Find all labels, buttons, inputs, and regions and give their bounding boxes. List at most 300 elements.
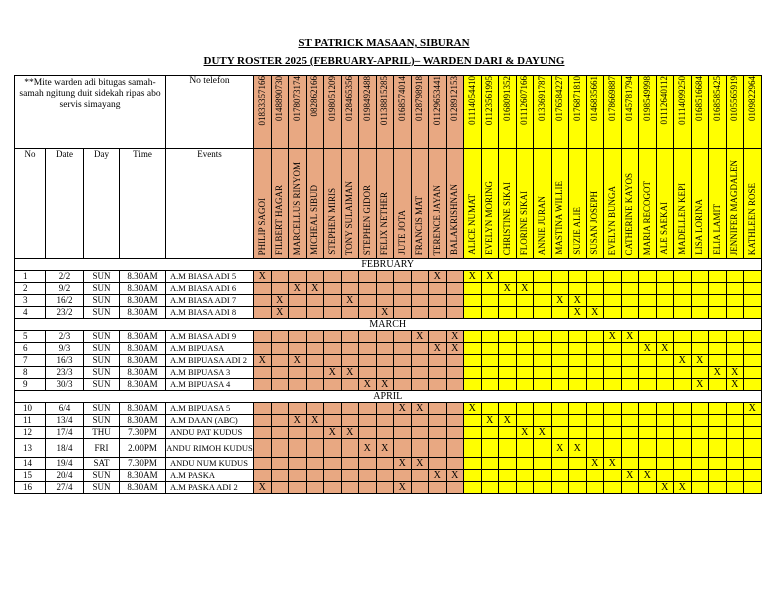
warden-name: SUSAN JOSEPH <box>586 149 604 259</box>
duty-cell <box>306 439 324 458</box>
duty-cell <box>569 331 587 343</box>
month-row <box>15 259 762 271</box>
phone-number: 0168516684 <box>691 76 709 149</box>
duty-cell <box>656 379 674 391</box>
duty-cell <box>271 355 289 367</box>
phone-number: 0146835661 <box>586 76 604 149</box>
row-date: 30/3 <box>46 379 84 391</box>
row-day: SAT <box>84 458 120 470</box>
duty-cell <box>726 295 744 307</box>
row-day: SUN <box>84 355 120 367</box>
duty-cell: X <box>516 427 534 439</box>
phone-number: 0178669887 <box>604 76 622 149</box>
duty-cell: X <box>674 482 692 494</box>
duty-cell <box>534 331 552 343</box>
document-subtitle: DUTY ROSTER 2025 (FEBRUARY-APRIL)– WARDEN DARI & DAYUNG <box>203 55 565 67</box>
row-day: SUN <box>84 482 120 494</box>
phone-number: 01138815285 <box>376 76 394 149</box>
duty-cell <box>411 439 429 458</box>
duty-cell <box>359 367 377 379</box>
row-date: 20/4 <box>46 470 84 482</box>
duty-cell <box>621 367 639 379</box>
duty-cell <box>674 415 692 427</box>
duty-cell <box>744 283 762 295</box>
duty-cell <box>429 283 447 295</box>
duty-cell <box>744 355 762 367</box>
row-time: 8.30AM <box>120 331 166 343</box>
duty-cell: X <box>499 283 517 295</box>
duty-cell <box>551 355 569 367</box>
row-event: A.M BIASA ADI 8 <box>166 307 254 319</box>
row-time: 8.30AM <box>120 295 166 307</box>
duty-cell <box>499 367 517 379</box>
duty-cell <box>569 343 587 355</box>
duty-cell <box>429 307 447 319</box>
duty-cell <box>569 427 587 439</box>
duty-cell: X <box>359 379 377 391</box>
warden-name: SUZIE ALIE <box>569 149 587 259</box>
duty-cell <box>394 427 412 439</box>
duty-cell <box>429 295 447 307</box>
phone-number: 01112640112 <box>656 76 674 149</box>
row-time: 8.30AM <box>120 379 166 391</box>
duty-cell <box>376 415 394 427</box>
duty-cell <box>324 271 342 283</box>
row-number: 8 <box>15 367 46 379</box>
duty-cell: X <box>289 283 307 295</box>
duty-cell <box>289 458 307 470</box>
duty-cell <box>639 379 657 391</box>
row-event: A.M BIPUASA ADI 2 <box>166 355 254 367</box>
row-date: 16/2 <box>46 295 84 307</box>
duty-cell <box>359 415 377 427</box>
duty-cell <box>359 343 377 355</box>
duty-cell <box>674 367 692 379</box>
duty-cell <box>446 403 464 415</box>
duty-cell <box>376 427 394 439</box>
duty-cell <box>289 470 307 482</box>
duty-cell <box>394 283 412 295</box>
duty-cell <box>359 403 377 415</box>
duty-cell <box>586 355 604 367</box>
duty-cell <box>709 331 727 343</box>
duty-cell <box>411 355 429 367</box>
duty-cell <box>586 427 604 439</box>
duty-cell <box>341 283 359 295</box>
duty-cell <box>691 307 709 319</box>
month-label: APRIL <box>15 391 762 403</box>
duty-cell: X <box>481 271 499 283</box>
duty-cell <box>481 295 499 307</box>
phone-number: 0145781794 <box>621 76 639 149</box>
phone-number: 01129653441 <box>429 76 447 149</box>
duty-cell: X <box>411 458 429 470</box>
phone-number: 0178073174 <box>289 76 307 149</box>
phone-number: 0109822964 <box>744 76 762 149</box>
duty-cell <box>306 403 324 415</box>
duty-cell <box>306 343 324 355</box>
duty-cell <box>534 470 552 482</box>
duty-cell <box>604 427 622 439</box>
duty-cell: X <box>639 470 657 482</box>
duty-cell <box>306 379 324 391</box>
duty-cell <box>569 470 587 482</box>
row-time: 8.30AM <box>120 470 166 482</box>
duty-cell <box>271 331 289 343</box>
duty-cell <box>324 415 342 427</box>
duty-cell <box>674 331 692 343</box>
duty-cell <box>306 367 324 379</box>
duty-cell <box>359 295 377 307</box>
col-header-time: Time <box>120 149 166 259</box>
duty-cell: X <box>394 403 412 415</box>
duty-cell <box>359 271 377 283</box>
row-day: SUN <box>84 283 120 295</box>
duty-cell <box>691 343 709 355</box>
duty-cell <box>394 307 412 319</box>
duty-cell <box>726 355 744 367</box>
duty-cell <box>586 271 604 283</box>
duty-cell <box>639 307 657 319</box>
duty-cell <box>429 379 447 391</box>
duty-cell <box>254 379 272 391</box>
duty-cell <box>446 271 464 283</box>
table-row <box>15 458 762 470</box>
warden-name: ALICE NUMAT <box>464 149 482 259</box>
note-cell: **Mite warden adi bitugas samah-samah ngitung duit sidekah ripas abo servis simayang <box>15 76 166 149</box>
duty-cell <box>446 427 464 439</box>
duty-cell <box>429 367 447 379</box>
warden-name: ELIA LAMIT <box>709 149 727 259</box>
duty-cell <box>674 439 692 458</box>
duty-cell <box>411 367 429 379</box>
duty-cell <box>569 415 587 427</box>
duty-cell <box>289 427 307 439</box>
table-row <box>15 367 762 379</box>
duty-cell: X <box>516 283 534 295</box>
duty-cell <box>551 307 569 319</box>
duty-cell <box>254 307 272 319</box>
warden-name: TONY SULAIMAN <box>341 149 359 259</box>
duty-cell <box>499 295 517 307</box>
row-number: 14 <box>15 458 46 470</box>
duty-cell <box>516 415 534 427</box>
duty-cell: X <box>394 458 412 470</box>
duty-cell <box>341 470 359 482</box>
duty-cell: X <box>289 355 307 367</box>
duty-cell <box>499 379 517 391</box>
duty-cell <box>534 403 552 415</box>
duty-cell: X <box>586 458 604 470</box>
duty-cell <box>656 415 674 427</box>
phone-number: 01833357166 <box>254 76 272 149</box>
duty-cell <box>306 355 324 367</box>
duty-cell <box>691 295 709 307</box>
duty-cell <box>359 427 377 439</box>
duty-cell <box>516 271 534 283</box>
duty-cell <box>569 458 587 470</box>
duty-cell <box>586 283 604 295</box>
duty-cell <box>674 307 692 319</box>
duty-cell <box>551 331 569 343</box>
duty-cell <box>289 331 307 343</box>
warden-name: KATHLEEN ROSE <box>744 149 762 259</box>
duty-cell <box>324 458 342 470</box>
duty-cell <box>481 439 499 458</box>
duty-cell <box>306 470 324 482</box>
duty-cell <box>674 458 692 470</box>
duty-cell <box>499 482 517 494</box>
duty-cell: X <box>254 271 272 283</box>
duty-cell <box>411 283 429 295</box>
phone-number: 0168585425 <box>709 76 727 149</box>
col-header-date: Date <box>46 149 84 259</box>
duty-cell <box>534 271 552 283</box>
row-time: 8.30AM <box>120 403 166 415</box>
phone-number: 0198051209 <box>324 76 342 149</box>
row-event: A.M BIPUASA 3 <box>166 367 254 379</box>
duty-cell <box>726 458 744 470</box>
row-time: 8.30AM <box>120 283 166 295</box>
row-number: 7 <box>15 355 46 367</box>
duty-cell <box>289 439 307 458</box>
duty-cell <box>254 331 272 343</box>
warden-name: EVELYN BUNGA <box>604 149 622 259</box>
duty-cell: X <box>656 343 674 355</box>
duty-cell <box>621 415 639 427</box>
duty-cell <box>464 482 482 494</box>
duty-cell <box>744 415 762 427</box>
duty-cell <box>621 283 639 295</box>
duty-cell <box>656 470 674 482</box>
warden-name: FELIX NETHER <box>376 149 394 259</box>
duty-cell: X <box>726 379 744 391</box>
duty-cell <box>254 295 272 307</box>
row-date: 13/4 <box>46 415 84 427</box>
duty-cell <box>254 427 272 439</box>
duty-cell <box>324 295 342 307</box>
duty-cell <box>569 403 587 415</box>
duty-cell <box>516 470 534 482</box>
duty-cell <box>324 470 342 482</box>
phone-number: 0198492488 <box>359 76 377 149</box>
duty-cell <box>639 271 657 283</box>
row-date: 9/2 <box>46 283 84 295</box>
duty-cell <box>516 355 534 367</box>
duty-cell <box>551 283 569 295</box>
duty-cell <box>481 379 499 391</box>
duty-cell: X <box>306 283 324 295</box>
duty-cell <box>551 427 569 439</box>
duty-cell <box>324 283 342 295</box>
duty-cell <box>621 427 639 439</box>
duty-cell <box>674 343 692 355</box>
warden-name: TERENCE JAYAN <box>429 149 447 259</box>
duty-cell <box>271 458 289 470</box>
duty-cell <box>604 470 622 482</box>
duty-cell <box>271 470 289 482</box>
duty-cell <box>551 470 569 482</box>
duty-cell <box>481 343 499 355</box>
duty-cell <box>621 403 639 415</box>
duty-cell <box>289 307 307 319</box>
duty-cell <box>411 482 429 494</box>
duty-cell <box>604 415 622 427</box>
row-time: 7.30PM <box>120 427 166 439</box>
duty-cell <box>534 355 552 367</box>
duty-cell <box>394 355 412 367</box>
phone-label: No telefon <box>166 76 254 149</box>
duty-cell <box>376 295 394 307</box>
duty-cell <box>446 415 464 427</box>
duty-cell <box>481 283 499 295</box>
duty-cell <box>446 367 464 379</box>
duty-cell <box>709 355 727 367</box>
duty-cell: X <box>674 355 692 367</box>
duty-cell <box>709 271 727 283</box>
warden-name: ANNIE JURAN <box>534 149 552 259</box>
duty-cell <box>709 403 727 415</box>
duty-cell <box>324 343 342 355</box>
duty-cell <box>709 482 727 494</box>
duty-cell <box>639 355 657 367</box>
duty-cell <box>604 355 622 367</box>
duty-cell <box>639 295 657 307</box>
duty-cell: X <box>446 470 464 482</box>
duty-cell <box>726 482 744 494</box>
duty-cell <box>516 331 534 343</box>
duty-cell <box>744 343 762 355</box>
row-date: 27/4 <box>46 482 84 494</box>
warden-name: FILBERT HAGAR <box>271 149 289 259</box>
duty-cell <box>656 295 674 307</box>
duty-cell <box>411 295 429 307</box>
duty-cell <box>306 427 324 439</box>
duty-cell: X <box>394 482 412 494</box>
row-number: 5 <box>15 331 46 343</box>
duty-cell <box>411 307 429 319</box>
duty-cell <box>656 439 674 458</box>
duty-cell <box>464 439 482 458</box>
duty-cell <box>446 379 464 391</box>
duty-cell <box>324 331 342 343</box>
duty-cell <box>621 458 639 470</box>
duty-cell <box>709 295 727 307</box>
duty-cell <box>516 439 534 458</box>
row-time: 8.30AM <box>120 271 166 283</box>
duty-cell <box>709 415 727 427</box>
duty-cell <box>324 403 342 415</box>
duty-cell <box>324 355 342 367</box>
duty-cell: X <box>639 343 657 355</box>
row-event: A.M BIASA ADI 7 <box>166 295 254 307</box>
duty-cell <box>674 379 692 391</box>
duty-cell <box>376 470 394 482</box>
duty-cell <box>289 367 307 379</box>
duty-cell <box>324 482 342 494</box>
duty-cell <box>726 271 744 283</box>
duty-cell <box>289 482 307 494</box>
duty-cell <box>446 355 464 367</box>
month-row <box>15 319 762 331</box>
row-number: 9 <box>15 379 46 391</box>
duty-cell <box>324 379 342 391</box>
duty-cell <box>639 458 657 470</box>
duty-cell <box>726 415 744 427</box>
duty-cell <box>481 427 499 439</box>
duty-cell <box>481 355 499 367</box>
duty-cell: X <box>569 439 587 458</box>
duty-cell: X <box>481 415 499 427</box>
duty-cell <box>744 482 762 494</box>
duty-cell <box>516 295 534 307</box>
duty-cell <box>621 271 639 283</box>
duty-cell <box>341 458 359 470</box>
duty-cell <box>726 343 744 355</box>
duty-cell <box>569 482 587 494</box>
duty-cell <box>271 343 289 355</box>
duty-cell <box>691 367 709 379</box>
duty-cell <box>744 470 762 482</box>
warden-name: MICHEAL SIBUD <box>306 149 324 259</box>
duty-cell <box>534 367 552 379</box>
duty-cell <box>726 331 744 343</box>
duty-cell <box>254 439 272 458</box>
table-row <box>15 415 762 427</box>
duty-cell <box>499 403 517 415</box>
duty-cell <box>691 403 709 415</box>
duty-cell: X <box>464 271 482 283</box>
duty-cell <box>254 415 272 427</box>
duty-cell: X <box>656 482 674 494</box>
duty-cell: X <box>271 307 289 319</box>
duty-cell <box>674 427 692 439</box>
duty-cell <box>499 355 517 367</box>
row-number: 4 <box>15 307 46 319</box>
col-header-day: Day <box>84 149 120 259</box>
row-number: 3 <box>15 295 46 307</box>
duty-cell <box>254 343 272 355</box>
duty-cell <box>586 439 604 458</box>
duty-cell <box>586 367 604 379</box>
duty-cell <box>551 458 569 470</box>
duty-cell <box>621 482 639 494</box>
table-row <box>15 427 762 439</box>
duty-cell <box>289 379 307 391</box>
duty-cell: X <box>551 295 569 307</box>
duty-cell <box>656 403 674 415</box>
duty-cell <box>516 307 534 319</box>
duty-cell <box>359 470 377 482</box>
duty-cell <box>394 379 412 391</box>
duty-cell <box>289 295 307 307</box>
duty-cell: X <box>499 415 517 427</box>
phone-number: 0176584227 <box>551 76 569 149</box>
duty-cell: X <box>411 331 429 343</box>
duty-cell <box>639 415 657 427</box>
duty-cell <box>481 331 499 343</box>
row-time: 8.30AM <box>120 355 166 367</box>
duty-cell <box>481 307 499 319</box>
duty-cell <box>446 458 464 470</box>
duty-cell <box>604 283 622 295</box>
duty-cell <box>306 295 324 307</box>
duty-cell <box>429 482 447 494</box>
duty-cell <box>394 367 412 379</box>
duty-cell <box>569 355 587 367</box>
duty-cell <box>691 271 709 283</box>
duty-cell <box>394 331 412 343</box>
